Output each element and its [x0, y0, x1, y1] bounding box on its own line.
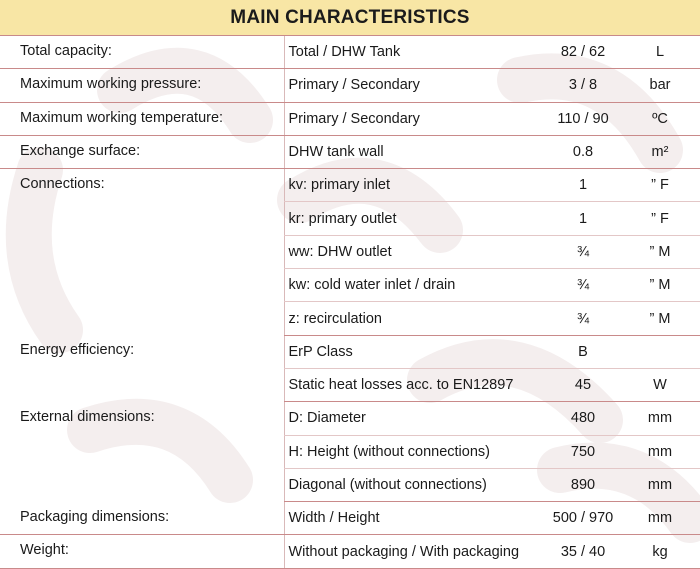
row-unit: W: [628, 368, 700, 401]
group-label: Weight:: [0, 535, 284, 568]
row-description: Primary / Secondary: [284, 69, 538, 102]
row-value: 1: [538, 169, 628, 202]
row-value: B: [538, 335, 628, 368]
row-value: 1: [538, 202, 628, 235]
row-description: kw: cold water inlet / drain: [284, 269, 538, 302]
table-row: [0, 535, 700, 568]
table-row: [0, 335, 700, 368]
row-value: ¾: [538, 302, 628, 335]
group-label: Maximum working pressure:: [0, 69, 284, 102]
row-unit: mm: [628, 468, 700, 501]
row-unit: [628, 335, 700, 368]
row-value: ¾: [538, 235, 628, 268]
row-value: 3 / 8: [538, 69, 628, 102]
row-description: kr: primary outlet: [284, 202, 538, 235]
table-row: [0, 36, 700, 69]
row-value: 890: [538, 468, 628, 501]
table-row: [0, 135, 700, 168]
group-label: Exchange surface:: [0, 135, 284, 168]
group-label: External dimensions:: [20, 408, 155, 425]
group-label: Connections:: [20, 176, 105, 193]
row-description: ErP Class: [284, 335, 538, 368]
row-value: 750: [538, 435, 628, 468]
row-value: 480: [538, 402, 628, 435]
group-label: Energy efficiency:: [20, 342, 135, 359]
row-value: 110 / 90: [538, 102, 628, 135]
row-unit: ºC: [628, 102, 700, 135]
group-label: Total capacity:: [0, 36, 284, 69]
row-value: 45: [538, 368, 628, 401]
row-value: 0.8: [538, 135, 628, 168]
row-unit: m²: [628, 135, 700, 168]
characteristics-table: [0, 36, 700, 569]
table-row: [0, 402, 700, 435]
row-description: Primary / Secondary: [284, 102, 538, 135]
row-unit: mm: [628, 502, 700, 535]
row-description: D: Diameter: [284, 402, 538, 435]
row-unit: mm: [628, 402, 700, 435]
table-row: [0, 69, 700, 102]
row-description: Total / DHW Tank: [284, 36, 538, 69]
group-label: Packaging dimensions:: [0, 502, 284, 535]
group-label: Maximum working temperature:: [0, 102, 284, 135]
row-description: DHW tank wall: [284, 135, 538, 168]
row-value: 35 / 40: [538, 535, 628, 568]
row-unit: ” F: [628, 169, 700, 202]
row-description: H: Height (without connections): [284, 435, 538, 468]
row-description: kv: primary inlet: [284, 169, 538, 202]
table-title: MAIN CHARACTERISTICS: [0, 0, 700, 36]
row-description: Static heat losses acc. to EN12897: [284, 368, 538, 401]
row-description: Diagonal (without connections): [284, 468, 538, 501]
table-row: [0, 102, 700, 135]
row-unit: ” F: [628, 202, 700, 235]
table-row: [0, 169, 700, 202]
row-value: 82 / 62: [538, 36, 628, 69]
row-unit: ” M: [628, 269, 700, 302]
row-unit: ” M: [628, 235, 700, 268]
row-unit: ” M: [628, 302, 700, 335]
row-value: ¾: [538, 269, 628, 302]
table-row: [0, 502, 700, 535]
row-description: z: recirculation: [284, 302, 538, 335]
row-value: 500 / 970: [538, 502, 628, 535]
row-description: Without packaging / With packaging: [284, 535, 538, 568]
row-unit: L: [628, 36, 700, 69]
row-description: Width / Height: [284, 502, 538, 535]
row-unit: bar: [628, 69, 700, 102]
row-unit: mm: [628, 435, 700, 468]
row-unit: kg: [628, 535, 700, 568]
row-description: ww: DHW outlet: [284, 235, 538, 268]
